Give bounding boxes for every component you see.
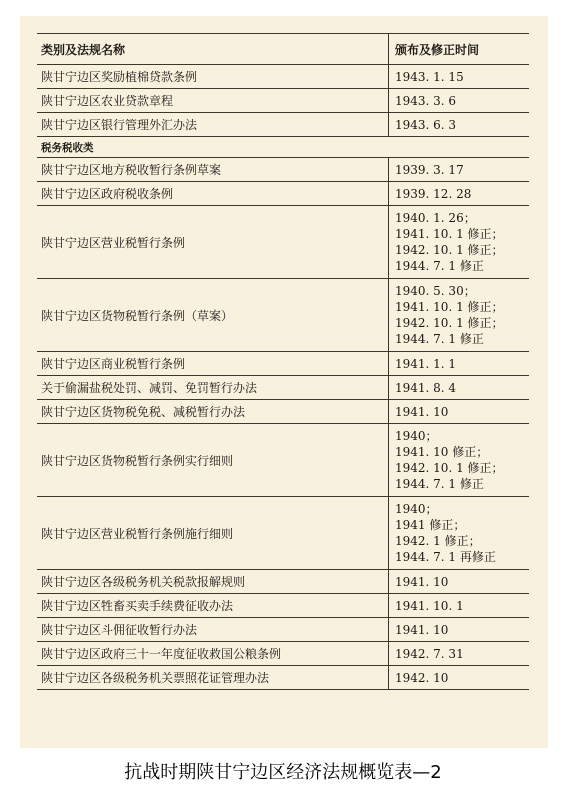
date-line: 1942. 10. 1 修正； [395,461,504,475]
regulation-name: 陕甘宁边区牲畜买卖手续费征收办法 [37,594,389,618]
figure-caption: 抗战时期陕甘宁边区经济法规概览表—2 [124,762,442,783]
regulation-name: 陕甘宁边区地方税收暂行条例草案 [37,158,389,182]
regulation-name: 陕甘宁边区政府三十一年度征收救国公粮条例 [37,642,389,666]
regulation-name: 陕甘宁边区政府税收条例 [37,182,389,206]
regulation-dates [389,424,530,497]
date-line: 1941. 1. 1 [395,356,457,371]
regulation-name: 陕甘宁边区银行管理外汇办法 [37,113,389,137]
date-line: 1941. 10. 1 修正； [395,300,504,314]
regulation-name: 陕甘宁边区斗佣征收暂行办法 [37,618,389,642]
date-line: 1942. 7. 31 [395,646,464,661]
date-line: 1944. 7. 1 修正 [395,332,484,346]
date-line: 1942. 10. 1 修正； [395,243,504,257]
table-row [37,279,529,352]
date-line: 1942. 1 修正； [395,534,481,548]
regulation-dates [389,497,530,570]
table-row [37,352,529,376]
table-row [37,65,529,89]
date-line: 1939. 12. 28 [395,186,472,201]
regulation-dates [389,279,530,352]
table-row [37,497,529,570]
date-line: 1941. 10 [395,574,449,589]
regulation-name: 陕甘宁边区农业贷款章程 [37,89,389,113]
table-row [37,618,529,642]
table-row [37,113,529,137]
regulation-name: 陕甘宁边区货物税免税、减税暂行办法 [37,400,389,424]
table-row [37,206,529,279]
table-row [37,182,529,206]
date-line: 1944. 7. 1 修正 [395,259,484,273]
table-row [37,570,529,594]
regulation-name: 陕甘宁边区货物税暂行条例（草案） [37,279,389,352]
regulation-name: 陕甘宁边区各级税务机关税款报解规则 [37,570,389,594]
date-line: 1940. 5. 30； [395,284,476,298]
regulation-dates [389,89,530,113]
regulation-name: 陕甘宁边区营业税暂行条例 [37,206,389,279]
regulation-dates [389,570,530,594]
regulation-dates [389,594,530,618]
date-line: 1939. 3. 17 [395,162,464,177]
table-row [37,594,529,618]
regulation-dates [389,666,530,690]
tax-rows [37,158,529,690]
table-row [37,376,529,400]
date-line: 1944. 7. 1 再修正 [395,550,496,564]
regulation-dates [389,113,530,137]
date-line: 1940； [395,429,438,443]
table-row [37,642,529,666]
date-line: 1943. 3. 6 [395,93,457,108]
regulation-dates [389,400,530,424]
regulation-name: 陕甘宁边区奖励植棉贷款条例 [37,65,389,89]
header-name: 类别及法规名称 [37,34,389,65]
regulation-dates [389,158,530,182]
regulation-dates [389,65,530,89]
table-row [37,424,529,497]
regulations-table [37,33,529,690]
scanned-page [20,16,548,748]
date-line: 1941. 10 [395,622,449,637]
date-line: 1944. 7. 1 修正 [395,477,484,491]
table-row [37,666,529,690]
date-line: 1941. 10. 1 修正； [395,227,504,241]
table-row [37,400,529,424]
regulation-dates [389,352,530,376]
regulation-dates [389,376,530,400]
table-row [37,158,529,182]
date-line: 1942. 10 [395,670,449,685]
date-line: 1941. 10. 1 [395,598,464,613]
regulation-name: 陕甘宁边区货物税暂行条例实行细则 [37,424,389,497]
table-row [37,89,529,113]
date-line: 1940； [395,502,438,516]
section-title-tax: 税务税收类 [41,141,94,154]
date-line: 1941. 8. 4 [395,380,457,395]
regulation-dates [389,618,530,642]
regulation-name: 陕甘宁边区营业税暂行条例施行细则 [37,497,389,570]
regulation-dates [389,206,530,279]
regulation-dates [389,182,530,206]
date-line: 1940. 1. 26； [395,211,476,225]
date-line: 1943. 1. 15 [395,69,464,84]
date-line: 1941 修正； [395,518,466,532]
date-line: 1941. 10 [395,404,449,419]
regulation-name: 陕甘宁边区各级税务机关票照花证管理办法 [37,666,389,690]
section-row [37,137,529,158]
regulation-name: 关于偷漏盐税处罚、减罚、免罚暂行办法 [37,376,389,400]
table-header-row [37,34,529,65]
regulation-name: 陕甘宁边区商业税暂行条例 [37,352,389,376]
date-line: 1943. 6. 3 [395,117,457,132]
regulation-dates [389,642,530,666]
finance-rows [37,65,529,137]
header-date: 颁布及修正时间 [389,34,530,65]
date-line: 1941. 10 修正； [395,445,489,459]
date-line: 1942. 10. 1 修正； [395,316,504,330]
